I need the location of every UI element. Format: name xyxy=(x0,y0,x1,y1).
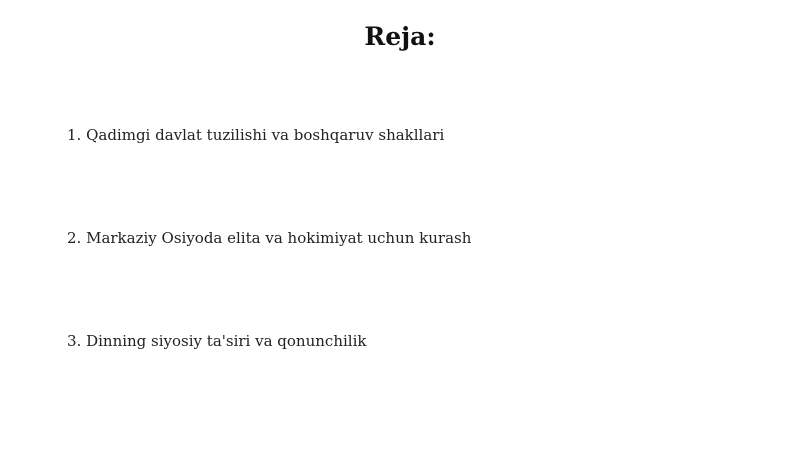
plan-item-1: 1. Qadimgi davlat tuzilishi va boshqaruv shakllari xyxy=(67,126,445,144)
plan-item-3: 3. Dinning siyosiy ta'siri va qonunchilik xyxy=(67,332,367,350)
plan-item-2: 2. Markaziy Osiyoda elita va hokimiyat uchun kurash xyxy=(67,229,472,247)
slide-title: Reja: xyxy=(364,22,436,51)
